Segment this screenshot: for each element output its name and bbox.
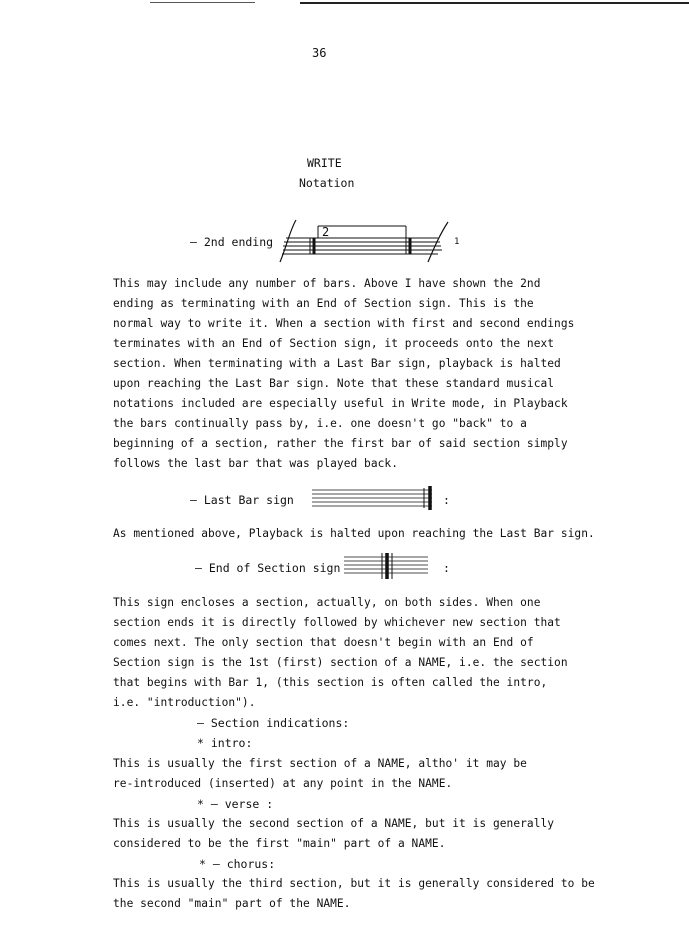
second-ending-label: – 2nd ending	[190, 235, 274, 249]
end-of-section-label: – End of Section sign	[195, 561, 341, 575]
paragraph1-line: the bars continually pass by, i.e. one doesn't go "back" to a	[113, 417, 527, 430]
top-rule-left	[150, 2, 255, 3]
top-rule-right	[300, 2, 689, 4]
paragraph1-line: follows the last bar that was played back.	[113, 457, 398, 470]
paragraph1-line: terminates with an End of Section sign, it proceeds onto the next	[113, 337, 555, 350]
intro-line: This is usually the first section of a NAME, altho' it may be	[113, 757, 527, 770]
paragraph1-line: notations included are especially useful in Write mode, in Playback	[113, 397, 568, 410]
intro-label: * intro:	[197, 736, 253, 750]
paragraph1-line: upon reaching the Last Bar sign. Note that these standard musical	[113, 377, 555, 390]
end-of-section-notation-icon	[342, 551, 432, 583]
chorus-line: This is usually the third section, but it is generally considered to be	[113, 877, 595, 890]
paragraph2-line: As mentioned above, Playback is halted upon reaching the Last Bar sign.	[113, 527, 595, 540]
end-of-section-colon: :	[443, 561, 450, 575]
paragraph3-line: comes next. The only section that doesn't begin with an End of	[113, 636, 534, 649]
verse-label: * – verse :	[197, 797, 274, 811]
page-number: 36	[312, 46, 327, 60]
paragraph1-line: section. When terminating with a Last Bar sign, playback is halted	[113, 357, 561, 370]
paragraph3-line: This sign encloses a section, actually, on both sides. When one	[113, 596, 541, 609]
verse-line: This is usually the second section of a NAME, but it is generally	[113, 817, 555, 830]
paragraph3-line: i.e. "introduction").	[113, 696, 256, 709]
paragraph1-line: beginning of a section, rather the first bar of said section simply	[113, 437, 568, 450]
paragraph1-line: normal way to write it. When a section with first and second endings	[113, 317, 575, 330]
intro-line: re-introduced (inserted) at any point in the NAME.	[113, 777, 453, 790]
paragraph3-line: that begins with Bar 1, (this section is often called the intro,	[113, 676, 548, 689]
paragraph1-line: ending as terminating with an End of Section sign. This is the	[113, 297, 534, 310]
section-indications-heading: – Section indications:	[197, 716, 350, 730]
chorus-label: * – chorus:	[199, 857, 276, 871]
second-ending-trail-mark: 1	[454, 237, 460, 247]
verse-line: considered to be the first "main" part of a NAME.	[113, 837, 446, 850]
last-bar-colon: :	[443, 493, 450, 507]
page-title: WRITE	[307, 156, 342, 170]
paragraph3-line: section ends it is directly followed by whichever new section that	[113, 616, 561, 629]
second-ending-notation-icon	[278, 218, 468, 264]
page-subtitle: Notation	[299, 176, 355, 190]
last-bar-notation-icon	[310, 484, 438, 514]
last-bar-label: – Last Bar sign	[190, 493, 294, 507]
paragraph1-line: This may include any number of bars. Above I have shown the 2nd	[113, 277, 541, 290]
chorus-line: the second "main" part of the NAME.	[113, 897, 351, 910]
second-ending-number: 2	[322, 225, 330, 239]
paragraph3-line: Section sign is the 1st (first) section of a NAME, i.e. the section	[113, 656, 568, 669]
